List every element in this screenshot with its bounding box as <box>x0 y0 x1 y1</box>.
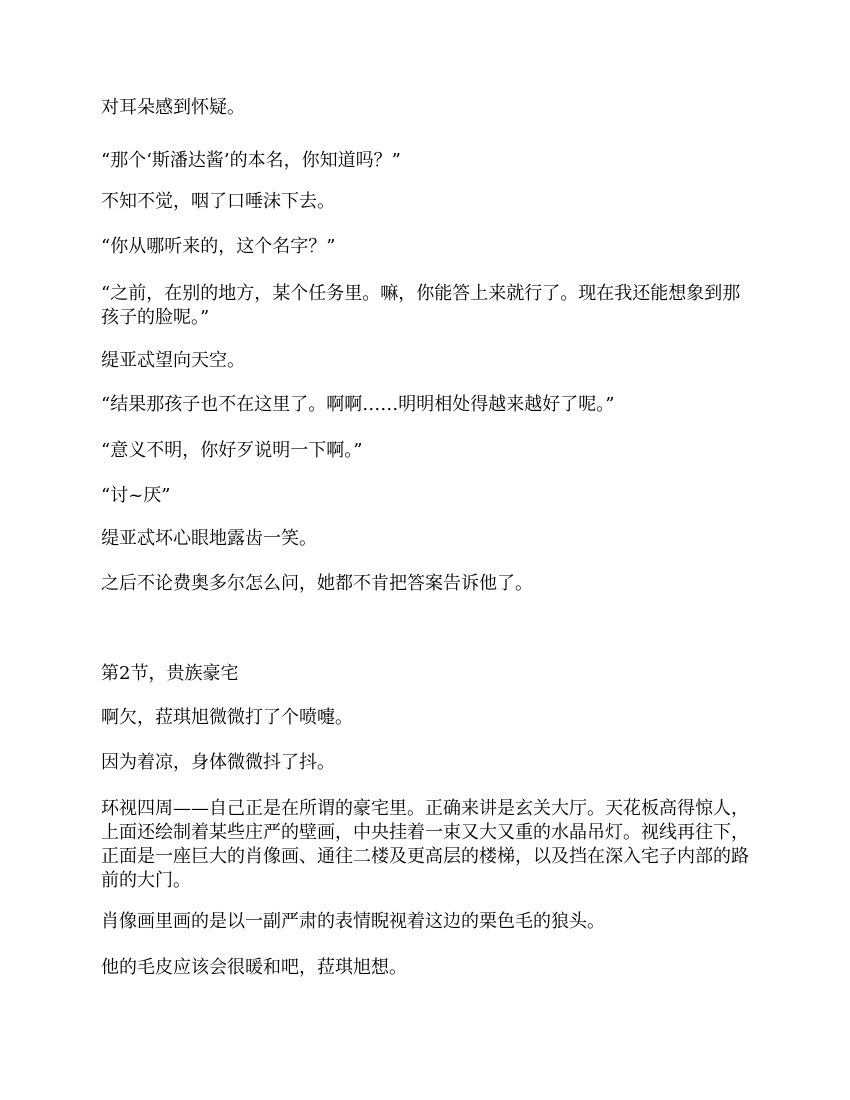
paragraph: 他的毛皮应该会很暖和吧，菈琪旭想。 <box>101 957 407 978</box>
paragraph: 之后不论费奥多尔怎么问，她都不肯把答案告诉他了。 <box>101 573 533 594</box>
paragraph: 对耳朵感到怀疑。 <box>101 97 245 118</box>
paragraph: 环视四周——自己正是在所谓的豪宅里。正确来讲是玄关大厅。天花板高得惊人，上面还绘制着某些庄严的壁画，中央挂着一束又大又重的水晶吊灯。视线再往下，正面是一座巨大的肖像画、通往二楼及更高层的楼梯，以及挡在深入宅子内部的路前的大门。 <box>101 798 749 891</box>
paragraph: 缇亚忒坏心眼地露齿一笑。 <box>101 528 317 549</box>
paragraph: 啊欠，菈琪旭微微打了个喷嚏。 <box>101 707 353 728</box>
paragraph: 不知不觉，咽了口唾沫下去。 <box>101 191 335 212</box>
dialogue-paragraph: “结果那孩子也不在这里了。啊啊……明明相处得越来越好了呢。” <box>101 394 615 415</box>
dialogue-paragraph: “你从哪听来的，这个名字？” <box>101 236 336 257</box>
dialogue-paragraph: “讨~厌” <box>101 485 171 506</box>
paragraph: 因为着凉，身体微微抖了抖。 <box>101 752 335 773</box>
paragraph: 肖像画里画的是以一副严肃的表情睨视着这边的栗色毛的狼头。 <box>101 911 605 932</box>
paragraph: 缇亚忒望向天空。 <box>101 350 245 371</box>
dialogue-paragraph: “之前，在别的地方，某个任务里。嘛，你能答上来就行了。现在我还能想象到那孩子的脸呢。” <box>101 283 741 328</box>
dialogue-paragraph: “意义不明，你好歹说明一下啊。” <box>101 440 363 461</box>
dialogue-paragraph: “那个‘斯潘达酱’的本名，你知道吗？” <box>101 150 401 171</box>
section-heading: 第2节，贵族豪宅 <box>101 663 239 684</box>
